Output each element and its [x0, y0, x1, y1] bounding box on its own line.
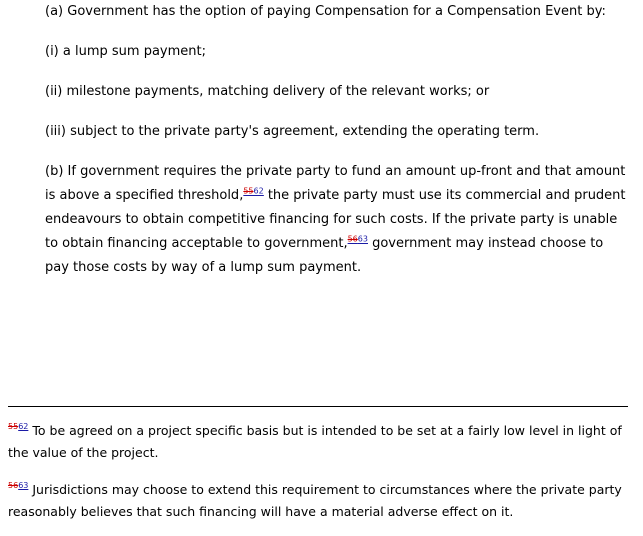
clause-a: (a) Government has the option of paying Compensation for a Compensation Event by:	[45, 4, 606, 19]
footnote-ref-inserted: 63	[357, 234, 368, 244]
footnote-mark-deleted: 55	[8, 422, 19, 431]
footnote-ref-deleted: 56	[347, 234, 358, 244]
footnote-mark-inserted: 63	[18, 481, 29, 490]
footnote-separator	[8, 406, 628, 407]
footnote-ref-inserted: 62	[253, 186, 264, 196]
footnote-mark-62[interactable]	[8, 422, 28, 431]
footnote-mark-63[interactable]	[8, 481, 28, 490]
footnote-ref-deleted: 55	[243, 186, 254, 196]
clause-b-text-3: government may instead choose to pay those costs by way of a lump sum payment.	[45, 236, 604, 275]
footnote-ref-63[interactable]	[348, 235, 368, 244]
footnote-62	[8, 420, 634, 464]
document-body	[45, 0, 630, 280]
clause-a-ii: (ii) milestone payments, matching delivery of the relevant works; or	[45, 84, 490, 99]
clause-b-text-1: (b) If government requires the private party to fund an amount up-front and that amount is above a specified threshold,	[45, 164, 626, 203]
clause-a-i: (i) a lump sum payment;	[45, 44, 206, 59]
footnote-mark-deleted: 56	[8, 481, 19, 490]
clause-b-text-2: the private party must use its commercial and prudent endeavours to obtain competitive financing for such costs. If the private party is unable to obtain financing acceptable to government,	[45, 188, 626, 251]
footnote-mark-inserted: 62	[18, 422, 29, 431]
clause-b	[45, 160, 630, 280]
footnote-63	[8, 479, 634, 523]
footnote-ref-62[interactable]	[243, 187, 263, 196]
clause-a-iii: (iii) subject to the private party's agreement, extending the operating term.	[45, 124, 540, 139]
footnote-text: To be agreed on a project specific basis but is intended to be set at a fairly low level in light of the value of the project.	[8, 423, 622, 460]
footnote-text: Jurisdictions may choose to extend this requirement to circumstances where the private party reasonably believes that such financing will have a material adverse effect on it.	[8, 482, 622, 519]
